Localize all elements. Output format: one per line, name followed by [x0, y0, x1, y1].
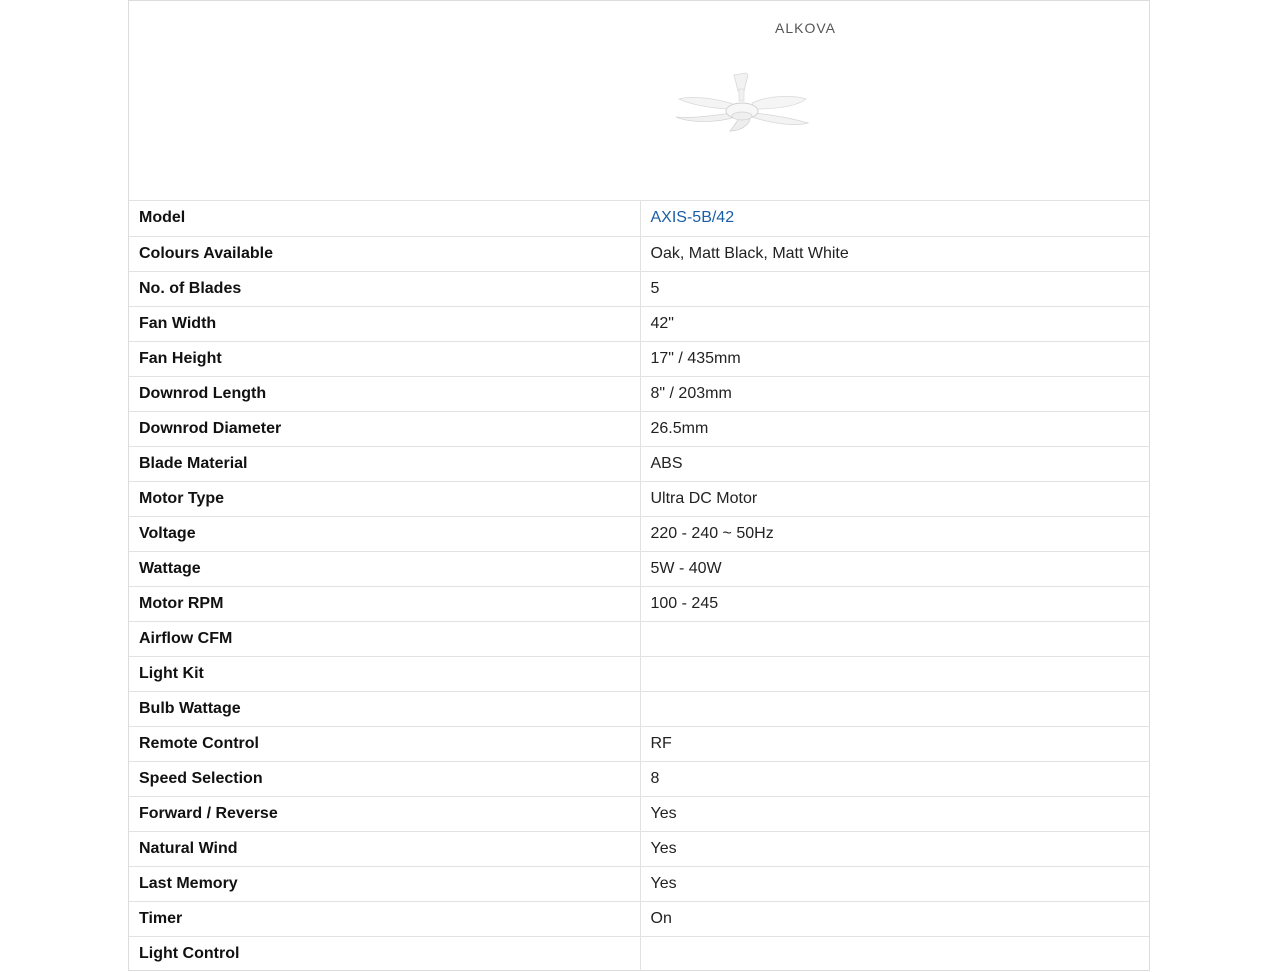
- product-hero: [129, 1, 1149, 201]
- spec-value: Yes: [640, 831, 1149, 866]
- spec-row: [129, 936, 1149, 971]
- spec-label: Light Control: [129, 936, 640, 971]
- spec-row: [129, 831, 1149, 866]
- spec-row: [129, 481, 1149, 516]
- spec-label: Wattage: [129, 551, 640, 586]
- spec-row: [129, 271, 1149, 306]
- spec-value: RF: [640, 726, 1149, 761]
- spec-label: Colours Available: [129, 236, 640, 271]
- spec-value: Ultra DC Motor: [640, 481, 1149, 516]
- spec-value: [640, 621, 1149, 656]
- spec-value: 8" / 203mm: [640, 376, 1149, 411]
- spec-row: [129, 901, 1149, 936]
- spec-value: Yes: [640, 796, 1149, 831]
- spec-row: [129, 236, 1149, 271]
- spec-label: Airflow CFM: [129, 621, 640, 656]
- spec-value: 220 - 240 ~ 50Hz: [640, 516, 1149, 551]
- spec-label: Remote Control: [129, 726, 640, 761]
- spec-label: Blade Material: [129, 446, 640, 481]
- spec-row: [129, 761, 1149, 796]
- spec-value: 5: [640, 271, 1149, 306]
- spec-value: [640, 691, 1149, 726]
- spec-label: Light Kit: [129, 656, 640, 691]
- spec-label: Downrod Diameter: [129, 411, 640, 446]
- spec-value: 42": [640, 306, 1149, 341]
- spec-label: Downrod Length: [129, 376, 640, 411]
- spec-row: [129, 796, 1149, 831]
- spec-label: Forward / Reverse: [129, 796, 640, 831]
- spec-row: [129, 691, 1149, 726]
- spec-value: Yes: [640, 866, 1149, 901]
- spec-value: [640, 936, 1149, 971]
- spec-label: Model: [129, 201, 640, 236]
- spec-label: No. of Blades: [129, 271, 640, 306]
- spec-row: [129, 866, 1149, 901]
- spec-label: Motor RPM: [129, 586, 640, 621]
- spec-row: [129, 621, 1149, 656]
- brand-logo: ALKOVA: [775, 20, 836, 36]
- spec-label: Speed Selection: [129, 761, 640, 796]
- spec-value: 17" / 435mm: [640, 341, 1149, 376]
- spec-row: [129, 726, 1149, 761]
- ceiling-fan-image: [674, 69, 814, 141]
- spec-value: On: [640, 901, 1149, 936]
- spec-label: Last Memory: [129, 866, 640, 901]
- spec-row: [129, 201, 1149, 236]
- spec-row: [129, 516, 1149, 551]
- spec-table-body: [129, 201, 1149, 971]
- spec-row: [129, 656, 1149, 691]
- model-link[interactable]: AXIS-5B/42: [650, 209, 735, 227]
- spec-label: Natural Wind: [129, 831, 640, 866]
- spec-row: [129, 586, 1149, 621]
- spec-row: [129, 341, 1149, 376]
- spec-row: [129, 376, 1149, 411]
- spec-row: [129, 551, 1149, 586]
- spec-label: Voltage: [129, 516, 640, 551]
- spec-label: Fan Height: [129, 341, 640, 376]
- spec-value: 8: [640, 761, 1149, 796]
- spec-row: [129, 411, 1149, 446]
- spec-value: 26.5mm: [640, 411, 1149, 446]
- spec-card: [128, 0, 1150, 971]
- spec-label: Timer: [129, 901, 640, 936]
- spec-value: [640, 201, 1149, 236]
- spec-value: 100 - 245: [640, 586, 1149, 621]
- spec-label: Fan Width: [129, 306, 640, 341]
- spec-row: [129, 446, 1149, 481]
- spec-label: Motor Type: [129, 481, 640, 516]
- spec-value: [640, 656, 1149, 691]
- spec-label: Bulb Wattage: [129, 691, 640, 726]
- spec-value: 5W - 40W: [640, 551, 1149, 586]
- spec-value: Oak, Matt Black, Matt White: [640, 236, 1149, 271]
- spec-table: [129, 201, 1149, 971]
- spec-value: ABS: [640, 446, 1149, 481]
- spec-row: [129, 306, 1149, 341]
